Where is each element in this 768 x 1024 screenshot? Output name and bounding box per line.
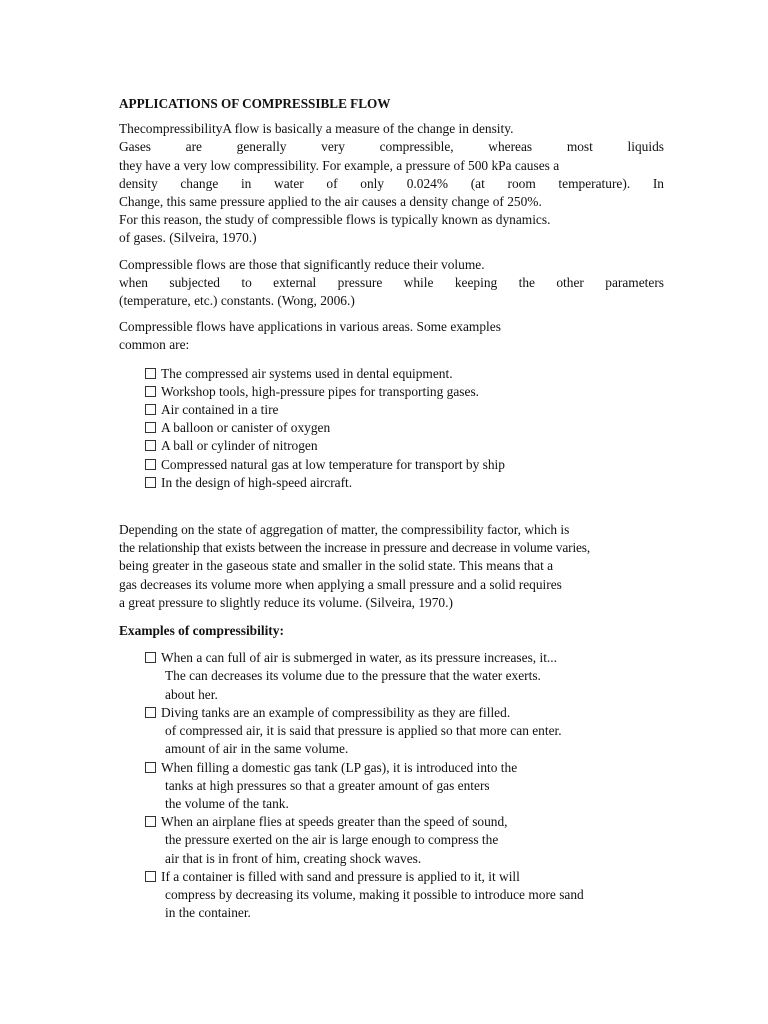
document-title: APPLICATIONS OF COMPRESSIBLE FLOW: [119, 96, 391, 111]
text-line: density change in water of only 0.024% (at room temperature). In: [119, 175, 664, 191]
bullet-box-icon: [145, 386, 156, 397]
bullet-box-icon: [145, 652, 156, 663]
text-line: Depending on the state of aggregation of matter, the compressibility factor, which is: [119, 522, 570, 538]
text-line: Compressible flows are those that significantly reduce their volume.: [119, 256, 485, 272]
bullet-box-icon: [145, 404, 156, 415]
paragraph-compressible-definition: [119, 256, 664, 311]
bullet-box-icon: [145, 762, 156, 773]
bullet-box-icon: [145, 459, 156, 470]
list-item: The compressed air systems used in dental equipment.: [145, 365, 664, 383]
text-line: the relationship that exists between the increase in pressure and decrease in volume varies,: [119, 540, 591, 556]
list-item: A ball or cylinder of nitrogen: [145, 437, 664, 455]
paragraph-compressibility-intro: [119, 120, 664, 247]
text-line: the volume of the tank.: [165, 795, 289, 811]
text-line: about her.: [165, 686, 218, 702]
text-line: of gases. (Silveira, 1970.): [119, 230, 257, 246]
text-line: air that is in front of him, creating shock waves.: [165, 850, 422, 866]
list-item: A balloon or canister of oxygen: [145, 419, 664, 437]
text-line: The can decreases its volume due to the pressure that the water exerts.: [165, 668, 541, 684]
paragraph-aggregation-state: [119, 521, 664, 612]
text-line: amount of air in the same volume.: [165, 741, 349, 757]
bullet-box-icon: [145, 440, 156, 451]
bullet-box-icon: [145, 368, 156, 379]
bullet-box-icon: [145, 816, 156, 827]
list-item: Workshop tools, high-pressure pipes for transporting gases.: [145, 383, 664, 401]
text-line: a great pressure to slightly reduce its volume. (Silveira, 1970.): [119, 594, 453, 610]
text-line: (temperature, etc.) constants. (Wong, 2006.): [119, 293, 355, 309]
text-line: ThecompressibilityA flow is basically a measure of the change in density.: [119, 121, 514, 137]
list-item: Air contained in a tire: [145, 401, 664, 419]
text-line: For this reason, the study of compressible flows is typically known as dynamics.: [119, 212, 551, 228]
paragraph-applications-intro: [119, 318, 664, 354]
bullet-box-icon: [145, 477, 156, 488]
bullet-box-icon: [145, 871, 156, 882]
text-line: common are:: [119, 337, 190, 353]
text-line: when subjected to external pressure while keeping the other parameters: [119, 274, 664, 290]
list-item: In the design of high-speed aircraft.: [145, 474, 664, 492]
text-line: in the container.: [165, 905, 251, 921]
applications-list: [145, 365, 664, 492]
text-line: Change, this same pressure applied to the air causes a density change of 250%.: [119, 194, 542, 210]
list-item: Diving tanks are an example of compressibility as they are filled. of compressed air, it is said that pressure is applied so that more can enter. amount of air in the same volume.: [145, 704, 664, 759]
text-line: Gases are generally very compressible, whereas most liquids: [119, 139, 664, 155]
text-line: Compressible flows have applications in various areas. Some examples: [119, 319, 501, 335]
list-item: When filling a domestic gas tank (LP gas), it is introduced into the tanks at high pressures so that a greater amount of gas enters the volume of the tank.: [145, 759, 664, 814]
bullet-box-icon: [145, 707, 156, 718]
examples-list: [145, 649, 664, 922]
text-line: the pressure exerted on the air is large enough to compress the: [165, 832, 499, 848]
text-line: gas decreases its volume more when applying a small pressure and a solid requires: [119, 576, 562, 592]
list-item: When a can full of air is submerged in water, as its pressure increases, it... The can decreases its volume due to the pressure that the water exerts. about her.: [145, 649, 664, 704]
text-line: of compressed air, it is said that pressure is applied so that more can enter.: [165, 723, 562, 739]
document-page: [119, 95, 664, 922]
text-line: tanks at high pressures so that a greater amount of gas enters: [165, 777, 490, 793]
list-item: If a container is filled with sand and pressure is applied to it, it will compress by decreasing its volume, making it possible to introduce more sand in the container.: [145, 868, 664, 923]
bullet-box-icon: [145, 422, 156, 433]
spacer: [119, 492, 664, 521]
examples-heading: Examples of compressibility:: [119, 623, 284, 639]
text-line: compress by decreasing its volume, making it possible to introduce more sand: [165, 886, 584, 902]
text-line: being greater in the gaseous state and smaller in the solid state. This means that a: [119, 558, 554, 574]
text-line: they have a very low compressibility. For example, a pressure of 500 kPa causes a: [119, 157, 560, 173]
list-item: Compressed natural gas at low temperature for transport by ship: [145, 456, 664, 474]
list-item: When an airplane flies at speeds greater than the speed of sound, the pressure exerted on the air is large enough to compress the air that is in front of him, creating shock waves.: [145, 813, 664, 868]
